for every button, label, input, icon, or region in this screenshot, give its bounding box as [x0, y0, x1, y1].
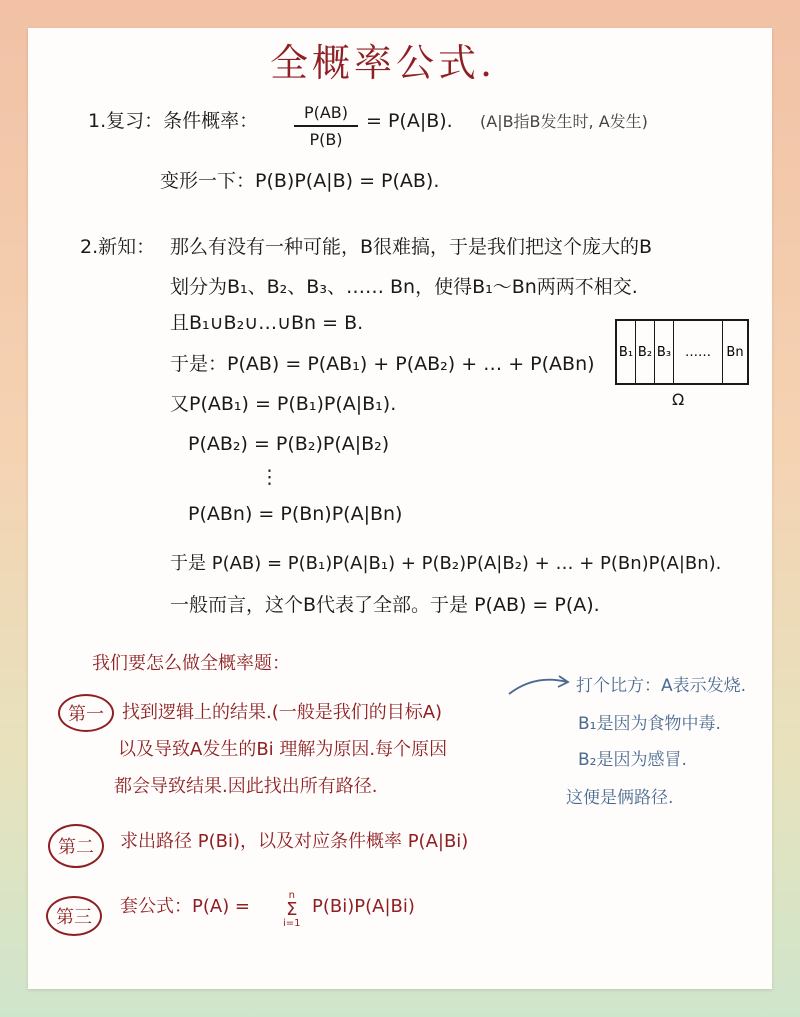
review-label: 1.复习：条件概率： — [88, 110, 259, 132]
example-line-2: B₁是因为食物中毒. — [578, 714, 721, 734]
example-line-3: B₂是因为感冒. — [578, 750, 687, 770]
new-line-9: 于是 P(AB) = P(B₁)P(A|B₁) + P(B₂)P(A|B₂) + … + P(Bn)P(A|Bn). — [170, 553, 722, 574]
step3-badge: 第三 — [46, 896, 102, 936]
new-line-8: P(ABn) = P(Bn)P(A|Bn) — [188, 503, 403, 525]
fraction-numerator: P(AB) — [303, 103, 349, 122]
review-rhs: = P(A|B). — [366, 110, 453, 132]
sum-lower: i=1 — [283, 918, 301, 929]
new-line-10: 一般而言，这个B代表了全部。于是 P(AB) = P(A). — [170, 594, 600, 616]
step1-line-3: 都会导致结果.因此找出所有路径. — [114, 776, 378, 797]
partition-cell: …… — [674, 321, 723, 383]
new-label: 2.新知： — [80, 236, 156, 258]
new-line-2: 划分为B₁、B₂、B₃、…… Bn，使得B₁～Bn两两不相交. — [170, 276, 638, 298]
step3-prefix: 套公式：P(A) = — [120, 896, 251, 917]
step1-line-2: 以及导致A发生的Bi 理解为原因.每个原因 — [118, 739, 448, 760]
new-line-6: P(AB₂) = P(B₂)P(A|B₂) — [188, 433, 390, 455]
step2-badge: 第二 — [48, 824, 104, 868]
partition-cell: B₂ — [636, 321, 655, 383]
new-line-1: 那么有没有一种可能，B很难搞，于是我们把这个庞大的B — [170, 236, 653, 258]
step1-badge: 第一 — [58, 694, 114, 732]
new-line-5: 又P(AB₁) = P(B₁)P(A|B₁). — [170, 393, 397, 415]
how-heading: 我们要怎么做全概率题： — [92, 653, 290, 674]
example-line-4: 这便是俩路径. — [566, 788, 674, 808]
new-line-3: 且B₁∪B₂∪…∪Bn = B. — [170, 312, 364, 334]
partition-cell: Bn — [726, 344, 744, 360]
step3-suffix: P(Bi)P(A|Bi) — [312, 896, 415, 917]
review-note: (A|B指B发生时, A发生) — [480, 112, 648, 131]
new-line-4: 于是：P(AB) = P(AB₁) + P(AB₂) + … + P(ABn) — [170, 353, 595, 375]
vertical-ellipsis: ⋮ — [260, 466, 279, 488]
fraction-denominator: P(B) — [309, 130, 343, 149]
curved-arrow-icon — [505, 672, 575, 702]
page-title: 全概率公式. — [270, 41, 497, 85]
step1-line-1: 找到逻辑上的结果.(一般是我们的目标A) — [122, 702, 443, 723]
conditional-fraction — [294, 103, 358, 149]
example-line-1: 打个比方：A表示发烧. — [576, 676, 747, 696]
step2-text: 求出路径 P(Bi)，以及对应条件概率 P(A|Bi) — [120, 831, 469, 852]
sum-upper: n — [288, 890, 295, 901]
omega-label: Ω — [672, 390, 685, 409]
partition-cell: B₁ — [617, 321, 636, 383]
fraction-bar — [294, 125, 358, 127]
partition-diagram — [615, 319, 749, 385]
partition-cell: B₃ — [655, 321, 674, 383]
transform-line: 变形一下：P(B)P(A|B) = P(AB). — [160, 170, 440, 192]
sum-sign: Σ — [286, 899, 298, 920]
summation-symbol — [283, 891, 301, 929]
